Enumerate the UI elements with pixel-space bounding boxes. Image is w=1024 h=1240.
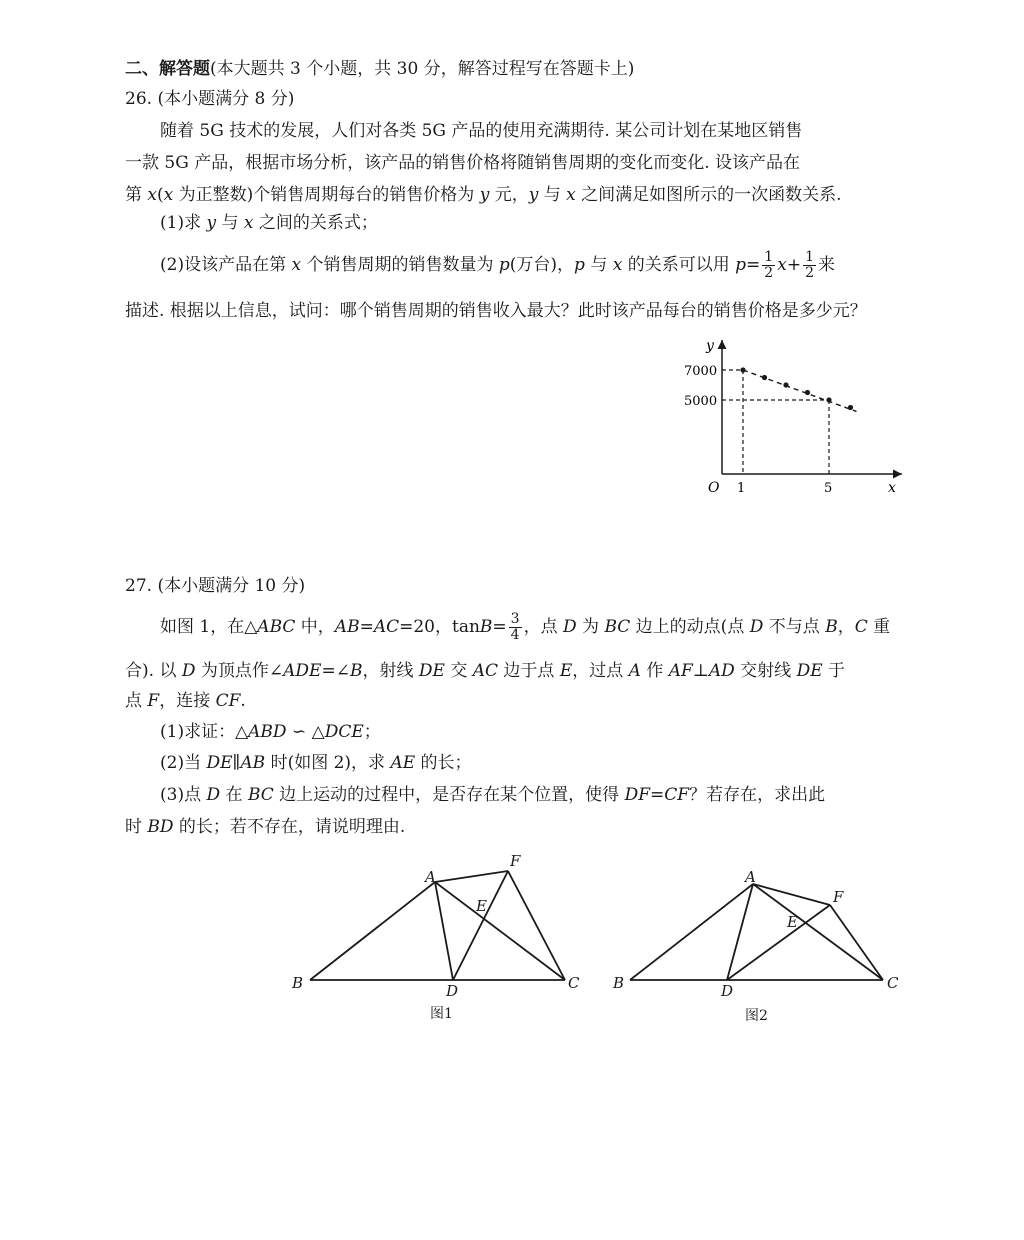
text: (1)求 [160, 213, 207, 233]
text: ，过点 [572, 661, 629, 681]
text: 中， [295, 617, 335, 637]
var: ABC [257, 617, 296, 637]
figure-1 [280, 848, 600, 1028]
point-d-label: D [446, 982, 459, 1000]
text: (1)求证：△ [160, 722, 249, 742]
var: DE [418, 661, 445, 681]
figure-2 [605, 860, 915, 1030]
var-x: x [777, 255, 787, 275]
var: D [563, 617, 577, 637]
data-point [762, 375, 767, 380]
var: ABD [248, 722, 287, 742]
text: 第 [125, 185, 148, 205]
data-point [783, 382, 788, 387]
var: D [181, 661, 196, 681]
text: =20，tan [399, 617, 480, 637]
y-axis-label: y [706, 338, 714, 354]
q27-subquestion-3 [160, 784, 825, 806]
price-period-graph [684, 330, 910, 500]
point-b-label: B [613, 974, 625, 992]
var: AE [390, 753, 416, 773]
var-x: x [566, 185, 576, 205]
text: (3)点 [160, 785, 207, 805]
y-tick-7000: 7000 [684, 364, 718, 379]
text: = [492, 617, 507, 637]
text: 为 [576, 617, 605, 637]
var-y: y [528, 185, 539, 205]
text: ( [157, 185, 164, 205]
text: 于 [822, 661, 846, 681]
text: 边于点 [498, 661, 560, 681]
text: 合). 以 [125, 661, 182, 681]
section-header-bold: 二、解答题 [125, 59, 210, 79]
text: 时(如图 2)，求 [265, 753, 391, 773]
text: 交 [444, 661, 473, 681]
x-tick-1: 1 [737, 481, 746, 496]
segment-df [727, 905, 830, 980]
var-x: x [291, 255, 302, 275]
point-b-label: B [292, 974, 304, 992]
text: ∥ [232, 753, 241, 773]
q27-heading: 27. (本小题满分 10 分) [125, 576, 306, 596]
text: 不与点 [763, 617, 826, 637]
text: 点 [125, 691, 148, 711]
text: 时 [125, 817, 148, 837]
fraction-numerator: 1 [764, 249, 774, 265]
q27-paragraph-line-1 [160, 610, 890, 644]
text: 的长；若不存在，请说明理由. [173, 817, 406, 837]
var: B [825, 617, 838, 637]
text: ，射线 [362, 661, 419, 681]
var: DCE [324, 722, 364, 742]
segment-cf [830, 905, 883, 980]
q26-subquestion-2-line-2: 描述. 根据以上信息，试问：哪个销售周期的销售收入最大？此时该产品每台的销售价格是多少元？ [125, 301, 867, 321]
q26-paragraph-line-3 [125, 184, 842, 206]
q27-paragraph-line-2 [125, 660, 845, 682]
text: 为顶点作∠ [195, 661, 284, 681]
point-d-label: D [721, 982, 734, 1000]
text: 的关系可以用 [622, 255, 736, 275]
var-x: x [163, 185, 174, 205]
var: D [206, 785, 221, 805]
text: (2)设该产品在第 [160, 255, 292, 275]
var: AC [472, 661, 499, 681]
var: CF [664, 785, 690, 805]
text: 来 [817, 255, 835, 275]
text: 作 [640, 661, 669, 681]
segment-af [435, 871, 508, 882]
point-e-label: E [476, 897, 487, 915]
data-point [740, 367, 745, 372]
var: BC [604, 617, 631, 637]
text: = [359, 617, 374, 637]
q27-subquestion-1 [160, 721, 381, 743]
var: B [479, 617, 493, 637]
var-y: y [206, 213, 217, 233]
data-point [848, 405, 853, 410]
section-header-rest: (本大题共 3 个小题，共 30 分，解答过程写在答题卡上) [210, 59, 635, 79]
text: 与 [216, 213, 244, 233]
var-p: p [498, 255, 510, 275]
text: (2)当 [160, 753, 207, 773]
var: F [147, 691, 160, 711]
q27-subquestion-3-line-2 [125, 816, 405, 838]
point-c-label: C [568, 974, 580, 992]
text: 重 [867, 617, 891, 637]
section-header [125, 58, 634, 80]
text: 与 [584, 255, 613, 275]
var-p: p [735, 255, 747, 275]
q26-subquestion-2 [160, 248, 835, 282]
text: (万台)， [509, 255, 575, 275]
segment-ad [727, 884, 753, 980]
var-x: x [147, 185, 157, 205]
segment-ac [753, 884, 883, 980]
var: AB [240, 753, 266, 773]
data-point [805, 390, 810, 395]
var: AB [334, 617, 360, 637]
text: . [240, 691, 246, 711]
text: 之间满足如图所示的一次函数关系. [575, 185, 842, 205]
var: AD [708, 661, 735, 681]
segment-af [753, 884, 830, 905]
var-p: p [574, 255, 585, 275]
var: ADE [283, 661, 322, 681]
fraction-three-quarters [509, 612, 522, 643]
point-c-label: C [887, 974, 899, 992]
text: 为正整数)个销售周期每台的销售价格为 [173, 185, 480, 205]
point-f-label: F [510, 852, 521, 870]
text: 与 [538, 185, 567, 205]
fraction-denominator: 2 [764, 265, 774, 281]
text: ； [363, 722, 381, 742]
origin-label: O [708, 480, 720, 496]
var: D [749, 617, 764, 637]
var-y: y [479, 185, 490, 205]
plus-sign: + [786, 255, 802, 275]
x-tick-5: 5 [824, 481, 833, 496]
fraction-denominator: 4 [510, 627, 520, 643]
text: 在 [220, 785, 248, 805]
text: 的长； [415, 753, 472, 773]
q27-subquestion-2 [160, 752, 472, 774]
point-a-label: A [425, 868, 436, 886]
data-point [826, 397, 831, 402]
var-x: x [243, 213, 254, 233]
series-line [743, 370, 857, 412]
q26-paragraph-line-1: 随着 5G 技术的发展，人们对各类 5G 产品的使用充满期待. 某公司计划在某地区销售 [160, 121, 803, 141]
var: AC [373, 617, 400, 637]
var: A [628, 661, 641, 681]
point-f-label: F [833, 888, 844, 906]
var-x: x [612, 255, 623, 275]
var: BD [147, 817, 174, 837]
text: ，连接 [159, 691, 216, 711]
var: E [559, 661, 573, 681]
q26-paragraph-line-2: 一款 5G 产品，根据市场分析，该产品的销售价格将随销售周期的变化而变化. 设该产品在 [125, 153, 801, 173]
text: ， [837, 617, 855, 637]
var: DE [206, 753, 233, 773]
text: 边上运动的过程中，是否存在某个位置，使得 [273, 785, 625, 805]
segment-ab [630, 884, 753, 980]
figure-1-caption: 图1 [430, 1006, 453, 1022]
fraction-numerator: 3 [510, 611, 520, 627]
point-a-label: A [745, 868, 756, 886]
x-axis-label: x [888, 480, 896, 496]
var: DE [796, 661, 823, 681]
text: = [650, 785, 665, 805]
fraction-one-half [803, 250, 816, 281]
var: B [349, 661, 363, 681]
text: 交射线 [734, 661, 797, 681]
text: ∽ △ [286, 722, 325, 742]
fraction-numerator: 1 [805, 249, 814, 265]
segment-ab [310, 882, 435, 980]
text: 之间的关系式； [253, 213, 378, 233]
segment-ac [435, 882, 565, 980]
var: C [854, 617, 868, 637]
q27-paragraph-line-3 [125, 690, 246, 712]
var: AF [668, 661, 693, 681]
segment-cf [508, 871, 565, 980]
fraction-denominator: 2 [805, 265, 814, 281]
text: 如图 1，在△ [160, 617, 258, 637]
y-tick-5000: 5000 [684, 394, 718, 409]
q26-subquestion-1 [160, 212, 378, 234]
equals-sign: = [746, 255, 761, 275]
fraction-one-half [762, 250, 775, 281]
text: ⊥ [692, 661, 709, 681]
segment-ad [435, 882, 453, 980]
text: 元， [489, 185, 529, 205]
var: CF [215, 691, 241, 711]
var: BC [247, 785, 274, 805]
point-e-label: E [787, 913, 798, 931]
text: ，点 [523, 617, 563, 637]
text: 个销售周期的销售数量为 [301, 255, 499, 275]
text: ？若存在，求出此 [689, 785, 826, 805]
q26-heading: 26. (本小题满分 8 分) [125, 89, 295, 109]
text: =∠ [321, 661, 350, 681]
text: 边上的动点(点 [630, 617, 750, 637]
segment-df [453, 871, 508, 980]
var: DF [624, 785, 651, 805]
figure-2-caption: 图2 [745, 1008, 768, 1024]
